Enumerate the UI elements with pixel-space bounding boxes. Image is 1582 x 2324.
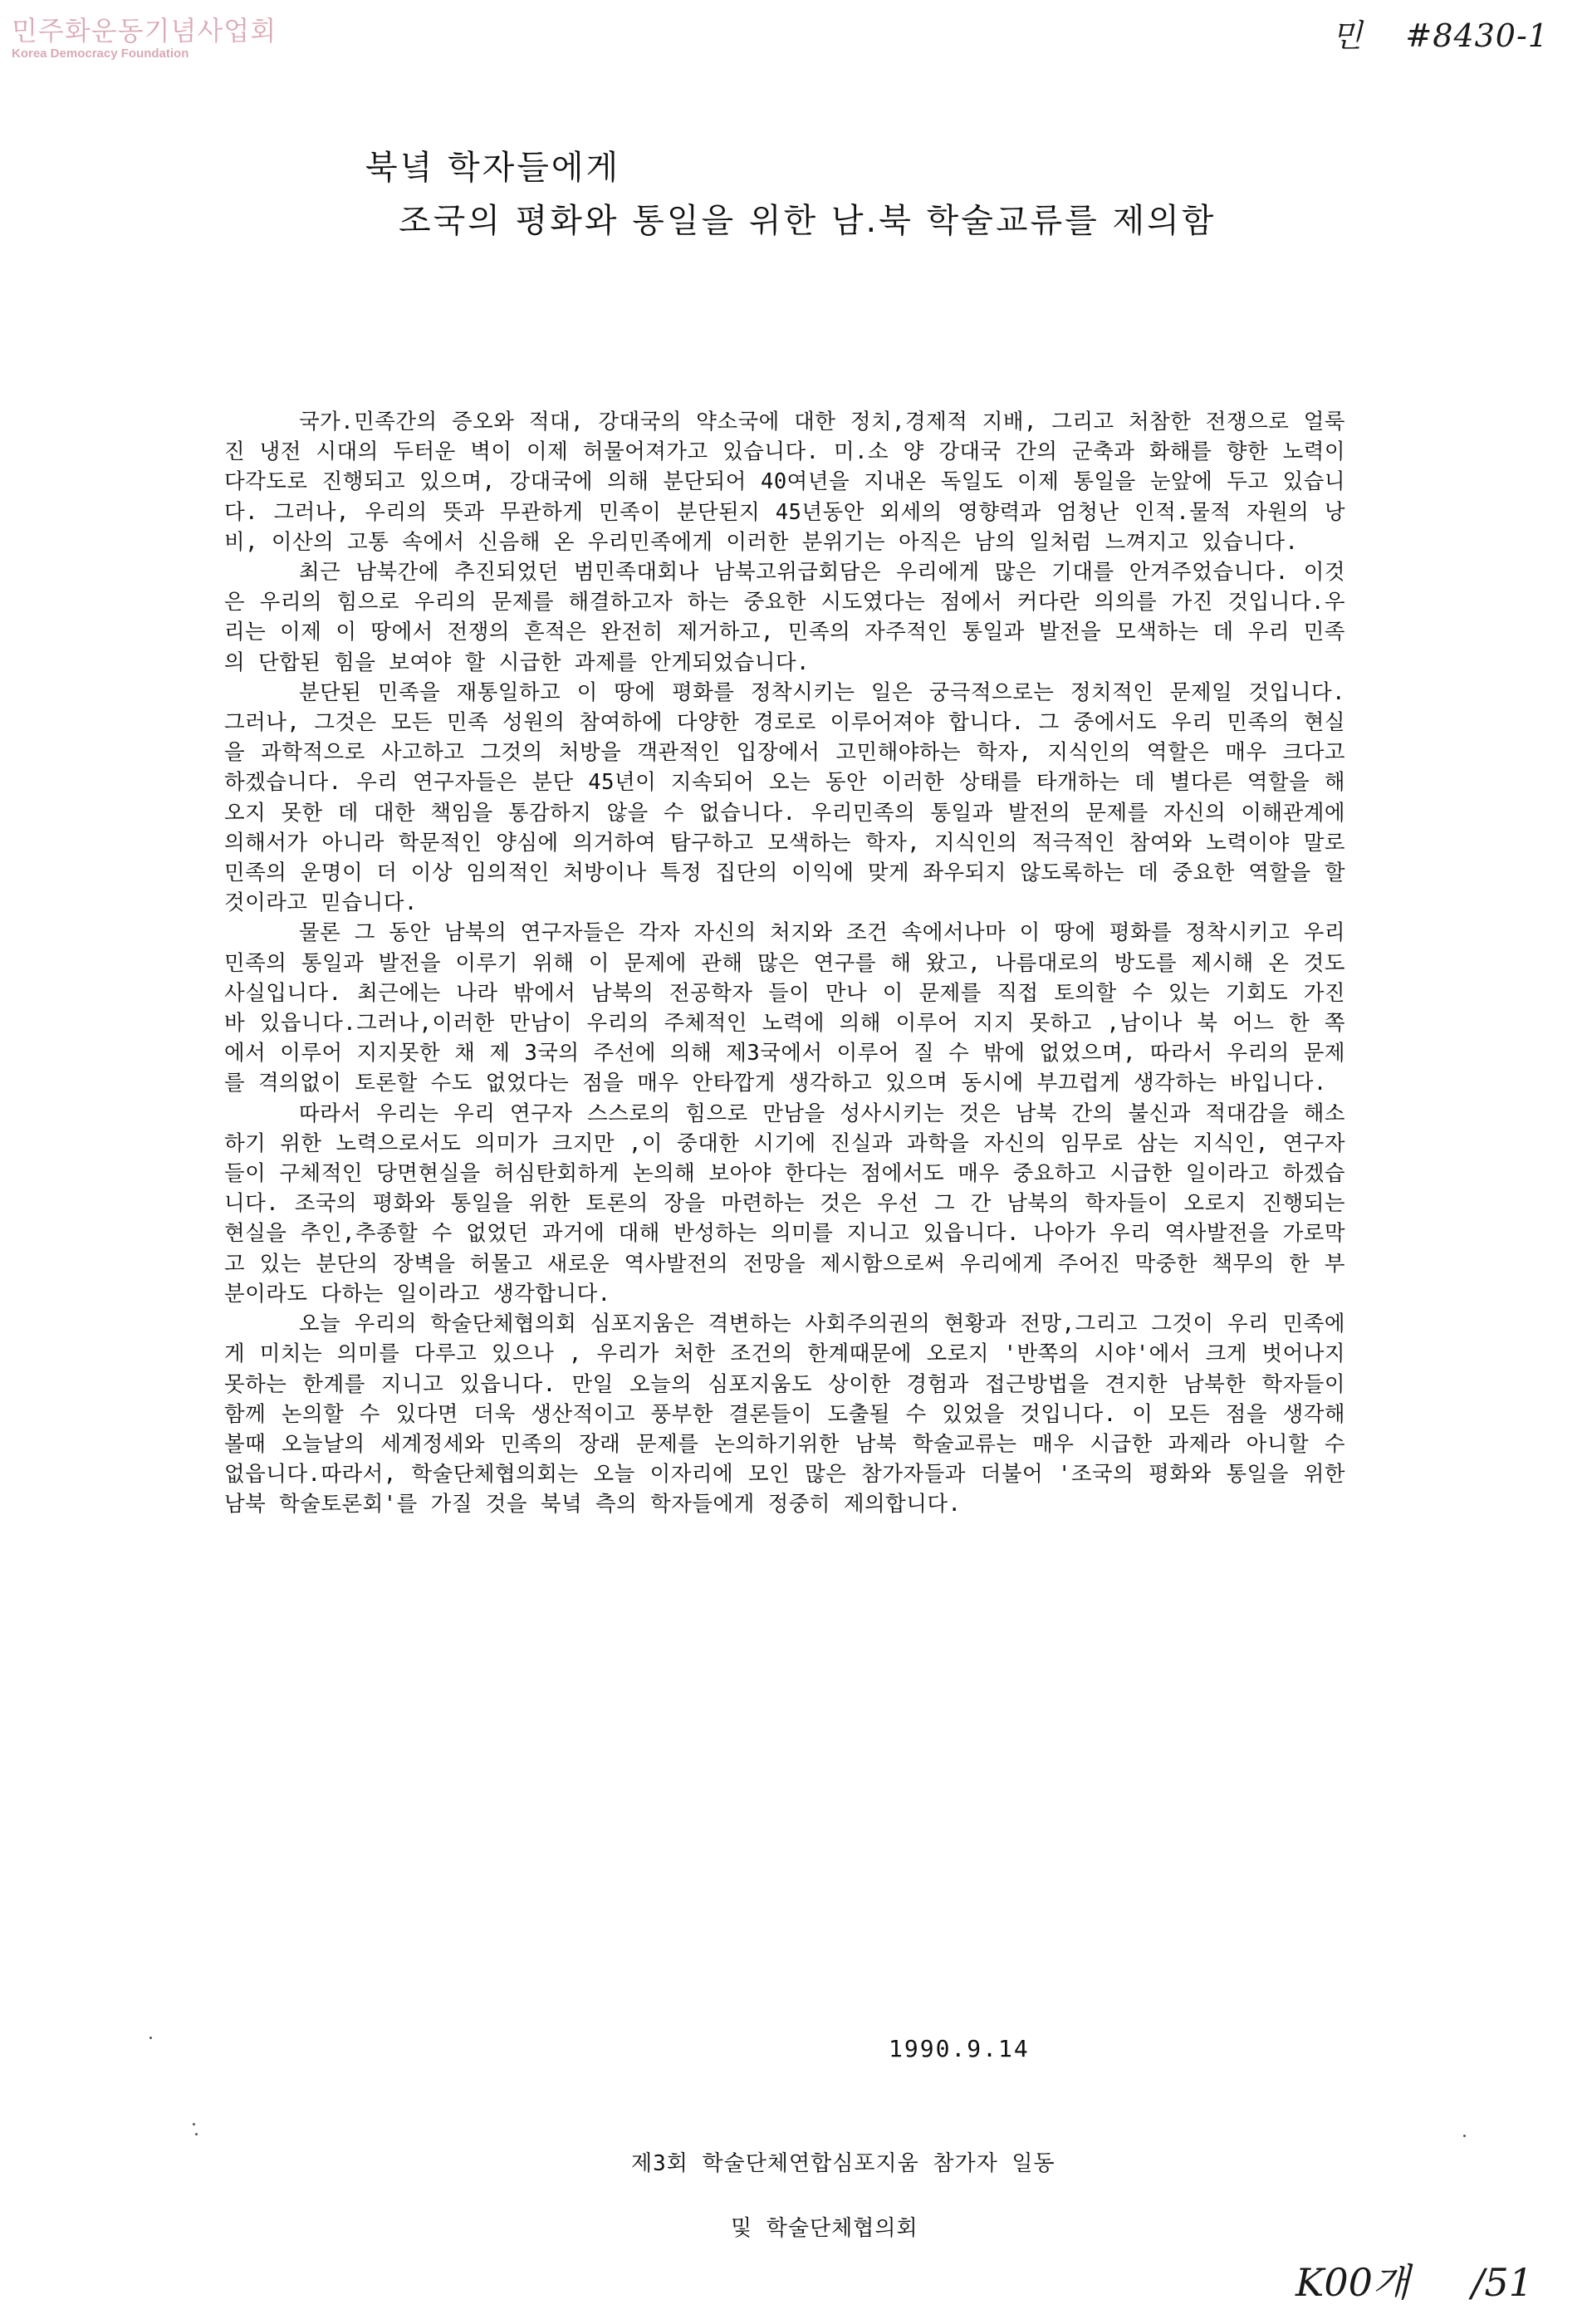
title-line-2: 조국의 평화와 통일을 위한 남.북 학술교류를 제의함: [399, 202, 1217, 240]
document-title: [365, 141, 1216, 248]
document-date: 1990.9.14: [889, 2035, 1030, 2062]
paragraph: 물론 그 동안 남북의 연구자들은 각자 자신의 처지와 조건 속에서나마 이 땅에 평화를 정착시키고 우리민족의 통일과 발전을 이루기 위해 이 문제에 관해 많은 연구를 해 왔고, 나름대로의 방도를 제시해 온 것도 사실입니다. 최근에는 나라 밖에서 남북의 전공학자 들이 만나 이 문제를 직접 토의할 수 있는 기회도 가진 바 있읍니다.그러나,이러한 만남이 우리의 주체적인 노력에 의해 이루어 지지 못하고 ,남이나 북 어느 한 쪽에서 이루어 지지못한 채 제 3국의 주선에 의해 제3국에서 이루어 질 수 밖에 없었으며, 따라서 우리의 문제를 격의없이 토론할 수도 없었다는 점을 매우 안타깝게 생각하고 있으며 동시에 부끄럽게 생각하는 바입니다.: [224, 920, 1345, 1096]
scan-speck: [195, 2133, 198, 2135]
watermark-name-en: Korea Democracy Foundation: [12, 47, 189, 61]
handwritten-doc-number: [1332, 10, 1549, 56]
paragraph: 국가.민족간의 증오와 적대, 강대국의 약소국에 대한 정치,경제적 지배, 그리고 처참한 전쟁으로 얼룩진 냉전 시대의 두터운 벽이 이제 허물어져가고 있습니다. 미.소 양 강대국 간의 군축과 화해를 향한 노력이 다각도로 진행되고 있으며, 강대국에 의해 분단되어 40여년을 지내온 독일도 이제 통일을 눈앞에 두고 있습니다. 그러나, 우리의 뜻과 무관하게 민족이 분단된지 45년동안 외세의 영향력과 엄청난 인적.물적 자원의 낭비, 이산의 고통 속에서 신음해 온 우리민족에게 이러한 분위기는 아직은 남의 일처럼 느껴지고 있습니다.: [224, 409, 1345, 555]
paragraph: 최근 남북간에 추진되었던 범민족대회나 남북고위급회담은 우리에게 많은 기대를 안겨주었습니다. 이것은 우리의 힘으로 우리의 문제를 해결하고자 하는 중요한 시도였다는 점에서 커다란 의의를 가진 것입니다.우리는 이제 이 땅에서 전쟁의 흔적은 완전히 제거하고, 민족의 자주적인 통일과 발전을 모색하는 데 우리 민족의 단합된 힘을 보여야 할 시급한 과제를 안게되었습니다.: [224, 560, 1345, 675]
handwritten-mark: 민: [1331, 17, 1364, 54]
handwritten-page-mark: [1295, 2253, 1533, 2307]
page-number: /51: [1471, 2260, 1533, 2305]
signatory-line-2: 및 학술단체협의회: [731, 2216, 918, 2241]
signatory-line-1: 제3회 학술단체연합심포지움 참가자 일동: [631, 2151, 1055, 2176]
doc-number: #8430-1: [1405, 17, 1549, 54]
scan-speck: [193, 2123, 195, 2125]
paragraph: 오늘 우리의 학술단체협의회 심포지움은 격변하는 사회주의권의 현황과 전망,그리고 그것이 우리 민족에게 미치는 의미를 다루고 있으나 , 우리가 처한 조건의 한계때문에 오로지 '반쪽의 시야'에서 크게 벗어나지 못하는 한계를 지니고 있읍니다. 만일 오늘의 심포지움도 상이한 경험과 접근방법을 견지한 남북한 학자들이 함께 논의할 수 있다면 더욱 생산적이고 풍부한 결론들이 도출될 수 있었을 것입니다. 이 모든 점을 생각해 볼때 오늘날의 세계정세와 민족의 장래 문제를 논의하기위한 남북 학술교류는 매우 시급한 과제라 아니할 수 없읍니다.따라서, 학술단체협의회는 오늘 이자리에 모인 많은 참가자들과 더불어 '조국의 평화와 통일을 위한 남북 학술토론회'를 가질 것을 북녘 측의 학자들에게 정중히 제의합니다.: [224, 1312, 1345, 1517]
scan-speck: [149, 2037, 152, 2039]
paragraph: 따라서 우리는 우리 연구자 스스로의 힘으로 만남을 성사시키는 것은 남북 간의 불신과 적대감을 해소하기 위한 노력으로서도 의미가 크지만 ,이 중대한 시기에 진실과 과학을 자신의 임무로 삼는 지식인, 연구자들이 구체적인 당면현실을 허심탄회하게 논의해 보아야 한다는 점에서도 매우 중요하고 시급한 일이라고 하겠습니다. 조국의 평화와 통일을 위한 토론의 장을 마련하는 것은 우선 그 간 남북의 학자들이 오로지 진행되는 현실을 추인,추종할 수 없었던 과거에 대해 반성하는 의미를 지니고 있읍니다. 나아가 우리 역사발전을 가로막고 있는 분단의 장벽을 허물고 새로운 역사발전의 전망을 제시함으로써 우리에게 주어진 막중한 책무의 한 부분이라도 다하는 일이라고 생각합니다.: [224, 1101, 1345, 1307]
scan-speck: [1463, 2135, 1466, 2137]
foundation-watermark: [12, 15, 277, 61]
document-body: [224, 407, 1345, 1520]
paragraph: 분단된 민족을 재통일하고 이 땅에 평화를 정착시키는 일은 궁극적으로는 정치적인 문제일 것입니다. 그러나, 그것은 모든 민족 성원의 참여하에 다양한 경로로 이루어져야 합니다. 그 중에서도 우리 민족의 현실을 과학적으로 사고하고 그것의 처방을 객관적인 입장에서 고민해야하는 학자, 지식인의 역할은 매우 크다고 하겠습니다. 우리 연구자들은 분단 45년이 지속되어 오는 동안 이러한 상태를 타개하는 데 별다른 역할을 해오지 못한 데 대한 책임을 통감하지 않을 수 없습니다. 우리민족의 통일과 발전의 문제를 자신의 이해관계에 의해서가 아니라 학문적인 양심에 의거하여 탐구하고 모색하는 학자, 지식인의 적극적인 참여와 노력이야 말로 민족의 운명이 더 이상 임의적인 처방이나 특정 집단의 이익에 맞게 좌우되지 않도록하는 데 중요한 역할을 할 것이라고 믿습니다.: [224, 679, 1345, 916]
watermark-name-ko: 민주화운동기념사업회: [12, 15, 277, 47]
title-line-1: 북녘 학자들에게: [365, 149, 621, 187]
archive-code: K00개: [1295, 2260, 1410, 2305]
